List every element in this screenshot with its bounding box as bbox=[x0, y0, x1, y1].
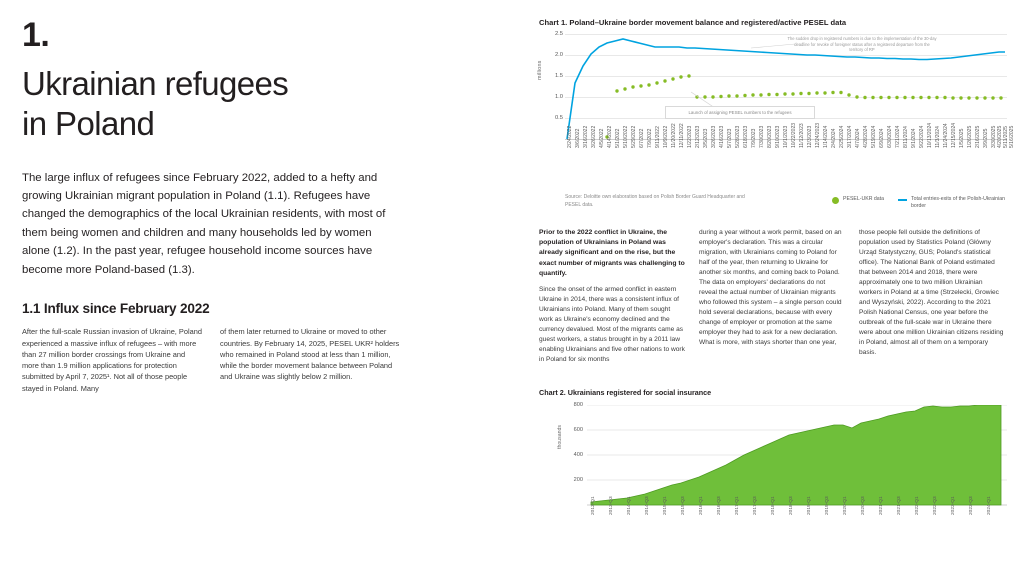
page-title bbox=[22, 64, 422, 145]
chart1-ytick: 1.0 bbox=[554, 94, 563, 100]
chart2-xtick: 2015-Q1 bbox=[663, 496, 668, 515]
body-column-1 bbox=[539, 228, 685, 365]
chart1-y-tick-labels bbox=[547, 31, 563, 146]
chart2-xtick: 2017-Q3 bbox=[753, 496, 758, 515]
chart2-xtick: 2021-Q1 bbox=[879, 496, 884, 515]
intro-paragraph-2: of them later returned to Ukraine or moved to other countries. By February 14, 2025, PESEL UKR² holders who remained in Poland stood at less than 1 million, while the border movement balance between Poland and Ukraine was slightly below 2 million. bbox=[220, 327, 400, 382]
chart1-xtick: 3/5/2023 bbox=[703, 128, 709, 148]
chart2-title: Chart 2. Ukrainians registered for social insurance bbox=[539, 388, 712, 397]
chart1-xtick: 11/3/2024 bbox=[935, 126, 941, 148]
legend-dot-icon bbox=[832, 197, 839, 204]
chart1-xtick: 7/9/2023 bbox=[751, 128, 757, 148]
legend-item-pesel bbox=[832, 196, 884, 204]
chart1-xtick: 10/22/2023 bbox=[791, 122, 797, 148]
chart1-xtick: 5/11/2025 bbox=[1003, 126, 1009, 148]
body-column-3 bbox=[859, 228, 1005, 365]
chart1-xtick: 4/7/2024 bbox=[855, 128, 861, 148]
chart1-xtick: 9/22/2024 bbox=[919, 125, 925, 148]
chart1-xtick: 1/22/2023 bbox=[687, 125, 693, 148]
body-lead-paragraph: Prior to the 2022 conflict in Ukraine, the population of Ukrainians in Poland was already significant and on the rise, but the exact number of migrants was challenging to quantify. bbox=[539, 229, 685, 277]
chapter-intro bbox=[22, 18, 422, 394]
chart1-xtick: 3/17/2024 bbox=[847, 125, 853, 148]
chart1-xtick: 2/24/2022 bbox=[567, 125, 573, 148]
chart1-xtick: 9/10/2023 bbox=[775, 125, 781, 148]
chart2-xtick: 2020-Q3 bbox=[861, 496, 866, 515]
chart1-xtick: 11/20/2022 bbox=[671, 123, 677, 148]
chart2-xtick: 2021-Q3 bbox=[897, 496, 902, 515]
chart1-xtick: 10/9/2022 bbox=[663, 125, 669, 148]
chapter-title-line1: Ukrainian refugees bbox=[22, 65, 289, 102]
chart2-xtick: 2014-Q1 bbox=[627, 496, 632, 515]
chart1-xtick: 5/7/2023 bbox=[727, 128, 733, 148]
chart2-x-tick-labels bbox=[587, 496, 1007, 559]
chart1-xtick: 7/9/2022 bbox=[647, 128, 653, 148]
chart2-ytick: 400 bbox=[573, 452, 583, 458]
chart1-ytick: 2.0 bbox=[554, 52, 563, 58]
chart2-xtick: 2016-Q3 bbox=[717, 496, 722, 515]
chart1-xtick: 1/26/2025 bbox=[967, 125, 973, 148]
body-paragraph-1: Since the onset of the armed conflict in eastern Ukraine in 2014, there was a consistent influx of Ukrainians into Poland. Many of them sought work as Ukraine's economy declined and the currency devalued. Most of the migrants came as guest workers, a status brought in by a 2011 law enabling Ukrainians and five other nations to work in Poland for six months bbox=[539, 285, 685, 364]
chart2-xtick: 2018-Q3 bbox=[789, 496, 794, 515]
chart2-plot-area bbox=[587, 405, 1007, 513]
intro-column-2 bbox=[220, 326, 400, 394]
chapter-title-line2: in Poland bbox=[22, 105, 155, 143]
chart1-xtick: 9/1/2024 bbox=[911, 128, 917, 148]
chart2-xtick: 2019-Q3 bbox=[825, 496, 830, 515]
chart1-xtick: 6/18/2023 bbox=[743, 125, 749, 148]
chart1-xtick: 8/11/2024 bbox=[903, 126, 909, 148]
chart2-ytick: 600 bbox=[573, 427, 583, 433]
chart1-xtick: 3/26/2023 bbox=[711, 125, 717, 148]
intro-column-1 bbox=[22, 326, 202, 394]
chart1-xtick: 8/20/2023 bbox=[767, 125, 773, 148]
chart1-xtick: 3/26/2022 bbox=[591, 125, 597, 148]
chart1-xtick: 5/19/2024 bbox=[871, 125, 877, 148]
chart1-xtick: 12/15/2024 bbox=[951, 122, 957, 148]
chapter-lede: The large influx of refugees since February 2022, added to a hefty and growing Ukrainian migrant population in Poland (1.1). Refugees have changed the demographics of the local Ukrainian residents, with most of them being women and children and many households led by women alone (1.2). In the past year, refugee household income sources have become more Poland-based (1.3). bbox=[22, 171, 386, 276]
chart1-source: Source: Deloitte own elaboration based on Polish Border Guard Headquarter and PESEL data. bbox=[565, 194, 745, 208]
chart1-xtick: 7/30/2023 bbox=[759, 125, 765, 148]
chart1-ytick: 0.5 bbox=[554, 115, 563, 121]
chart1-xtick: 2/16/2025 bbox=[975, 125, 981, 148]
body-column-2 bbox=[699, 228, 845, 365]
chart2-xtick: 2022-Q1 bbox=[915, 496, 920, 515]
body-paragraph-2: during a year without a work permit, based on an employer's declaration. This was a circular migration, with Ukrainians coming to Poland for half of the year, then returning to Ukraine for another six months, and coming back to Poland. The data on employers' declarations do not reveal the actual number of Ukrainian migrants who followed this system – a single person could hold several declarations, because with every change of employer or promotion at the same employer they had to ask for a new declaration. What is more, with stays shorter than one year, bbox=[699, 229, 842, 347]
chart2-xtick: 2022-Q3 bbox=[933, 496, 938, 515]
chart2-y-axis-unit: thousands bbox=[557, 425, 563, 449]
chart1-xtick: 10/13/2024 bbox=[927, 122, 933, 148]
chart2-xtick: 2014-Q3 bbox=[645, 496, 650, 515]
chart1-ytick: 2.5 bbox=[554, 31, 563, 37]
chapter-number: 1. bbox=[22, 16, 50, 54]
chart2-xtick: 2013-Q1 bbox=[591, 496, 596, 515]
chart2-ytick: 200 bbox=[573, 477, 583, 483]
chart1-xtick: 12/24/2023 bbox=[815, 122, 821, 148]
chart1-xtick: 1/14/2024 bbox=[823, 125, 829, 148]
chart2-xtick: 2020-Q1 bbox=[843, 496, 848, 515]
chart1-xtick: 5/1/2022 bbox=[615, 128, 621, 148]
chart1-footer bbox=[565, 194, 1007, 211]
chart2-xtick: 2018-Q1 bbox=[771, 496, 776, 515]
chart2-xtick: 2017-Q1 bbox=[735, 496, 740, 515]
chart2-y-tick-labels bbox=[565, 402, 583, 513]
section-heading: 1.1 Influx since February 2022 bbox=[22, 301, 210, 317]
chart1-xtick: 11/24/2024 bbox=[943, 123, 949, 148]
chart1-xtick: 3/6/2022 bbox=[575, 128, 581, 148]
chart2-figure bbox=[557, 402, 1007, 533]
chart1-xtick: 5/29/2022 bbox=[631, 125, 637, 148]
chart1-xtick: 7/21/2024 bbox=[895, 125, 901, 148]
chart1-ytick: 1.5 bbox=[554, 73, 563, 79]
chart1-xtick: 12/11/2022 bbox=[679, 123, 685, 148]
chart1-xtick: 2/12/2023 bbox=[695, 125, 701, 148]
chart1-title: Chart 1. Poland–Ukraine border movement balance and registered/active PESEL data bbox=[539, 18, 847, 27]
legend-line-icon bbox=[898, 199, 907, 201]
chart1-annotation-drop: The sudden drop in registered numbers is due to the implementation of the 30-day deadline for revoke of foreigner status after a registered departure from the territory of RP bbox=[787, 36, 937, 53]
chart1-xtick: 11/12/2023 bbox=[799, 123, 805, 148]
chart2-block bbox=[539, 388, 1007, 560]
chart1-xtick: 2/25/2024 bbox=[839, 125, 845, 148]
chart1-xtick: 6/7/2022 bbox=[639, 128, 645, 148]
chart2-xtick: 2023-Q3 bbox=[969, 496, 974, 515]
chart2-xtick: 2013-Q3 bbox=[609, 496, 614, 515]
chart1-xtick: 3/30/2025 bbox=[991, 125, 997, 148]
chart2-xtick: 2015-Q3 bbox=[681, 496, 686, 515]
legend-label: Total entries-exits of the Polish-Ukrainian border bbox=[911, 196, 1005, 210]
chart1-xtick: 4/28/2024 bbox=[863, 125, 869, 148]
intro-paragraph-1: After the full-scale Russian invasion of Ukraine, Poland experienced a massive influx of refugees – with more than 27 million border crossings from Ukraine and more than 1.9 million applications for protection submitted by April 7, 2025¹. Not all of those people stayed in Poland. Many bbox=[22, 327, 202, 393]
chart1-xtick: 5/28/2023 bbox=[735, 125, 741, 148]
legend-item-border bbox=[898, 196, 1007, 211]
chart1-xtick: 6/30/2024 bbox=[887, 125, 893, 148]
chart1-xtick: 1/5/2025 bbox=[959, 128, 965, 148]
chart2-xtick: 2024-Q1 bbox=[987, 496, 992, 515]
chart1-figure bbox=[537, 31, 1015, 210]
chart1-block bbox=[537, 18, 1015, 210]
chart2-svg bbox=[587, 405, 1007, 513]
chart1-xtick: 6/9/2024 bbox=[879, 128, 885, 148]
chart1-xtick: 4/20/2025 bbox=[997, 125, 1003, 148]
chart1-xtick: 3/16/2022 bbox=[583, 125, 589, 148]
chart1-xtick: 4/5/2022 bbox=[599, 128, 605, 148]
body-columns bbox=[539, 228, 1007, 365]
chart1-xtick: 2/4/2024 bbox=[831, 128, 837, 148]
chart2-xtick: 2016-Q1 bbox=[699, 496, 704, 515]
chart1-xtick: 3/9/2025 bbox=[983, 128, 989, 148]
chart1-xtick: 4/14/2022 bbox=[607, 125, 613, 148]
chart1-x-tick-labels bbox=[565, 122, 1015, 194]
chart1-xtick: 5/10/2022 bbox=[623, 125, 629, 148]
chart1-xtick: 4/16/2023 bbox=[719, 125, 725, 148]
chart1-xtick: 9/11/2022 bbox=[655, 126, 661, 148]
chart2-xtick: 2019-Q1 bbox=[807, 496, 812, 515]
chart1-y-axis-unit: millions bbox=[537, 60, 543, 80]
chart1-legend bbox=[832, 194, 1007, 211]
chart1-annotation-launch: Launch of assigning PESEL numbers to the refugees bbox=[665, 106, 815, 119]
legend-label: PESEL-UKR data bbox=[843, 196, 884, 202]
chart1-xtick: 12/3/2023 bbox=[807, 125, 813, 148]
chart1-xtick: 10/1/2023 bbox=[783, 125, 789, 148]
chart1-xtick: 5/16/2025 bbox=[1009, 125, 1015, 148]
intro-columns bbox=[22, 326, 400, 394]
chart2-xtick: 2023-Q1 bbox=[951, 496, 956, 515]
body-paragraph-3: those people fell outside the definitions of population used by Statistics Poland (Główny Urząd Statystyczny, GUS; Poland's statistical office). The National Bank of Poland estimated that between 2014 and 2018, there were approximately one to two million Ukrainian workers in Poland at a time (Strzelecki, Growiec and Wyszyński, 2022). According to the 2021 Polish National Census, one year before the outbreak of the full-scale war in Ukraine there were about one million Ukrainian citizens residing in Poland, almost all of them on a temporary basis. bbox=[859, 229, 1004, 357]
chart2-ytick: 800 bbox=[573, 402, 583, 408]
